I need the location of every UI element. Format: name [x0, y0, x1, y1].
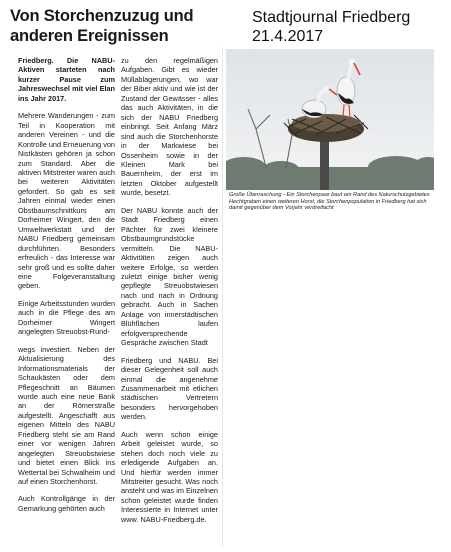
article-paragraph: Mehrere Wanderungen - zum Teil in Kooperation mit anderen Vereinen - und die Kontrolle und Erneuerung von Nistkästen gehören ja schon zum Standard. Aber die aktiven Mitstreiter waren auch bei weiteren Aktivitäten gefordert. So gab es seit Jahren einmal wieder einen Obstbaumschnittkurs am Dorheimer Wingert, den die Umweltwerkstatt und der NABU Friedberg gemeinsam durchführten. Besonders erfreulich - das Interesse war sehr groß und es sollte daher eine Folgeveranstaltung geben.	[18, 111, 115, 291]
article-paragraph: Der NABU konnte auch der Stadt Friedberg einen Pächter für zwei kleinere Obstbaumgrundstücke vermitteln. Die NABU-Aktivitäten zeigen auch weitere Erfolge, so werden zuletzt einige bisher wenig gepflegte Streuobstwiesen nach und nach in Ordnung gebracht. Auch in Sachen Anlage von innerstädtischen Blühflächen laufen erfolgversprechende Gespräche zwischen Stadt	[121, 205, 218, 348]
nest-pole	[320, 139, 329, 190]
article-paragraph: wegs investiert. Neben der Aktualisierung des Informationsmaterials der Schaukästen oder dem Pflegeschnitt an Bäumen wurde auch eine neue Bank an der Römerstraße aufgestellt. Angeschafft aus eigenen Mitteln des NABU Friedberg steht sie am Rand einer vor wenigen Jahren angelegten Streuobstwiese und bietet einen Blick ins Wettertal bei Schwalheim und auf einen Storchenhorst.	[18, 344, 115, 487]
article-paragraph: zu den regelmäßigen Aufgaben. Gibt es wieder Müllablagerungen, wo war der Biber aktiv und wie ist der Zustand der Gewässer - alles das auch Aktivitäten, in die sich der NABU Friedberg einbringt. Seit Anfang März sind auch die Storchenhorste in der Markwiese bei Ossenheim sowie in der Kleinen Mark bei Bauernheim, der erst im letzten Oktober aufgestellt wurde, besetzt.	[121, 56, 218, 198]
article-headline: Von Storchenzuzug und anderen Ereignissen	[10, 7, 194, 45]
article-paragraph: Auch Kontrollgänge in der Gemarkung gehörten auch	[18, 494, 115, 513]
source-label	[252, 8, 442, 46]
article-paragraph: Einige Arbeitsstunden wurden auch in die Pflege des am Dorheimer Wingert angelegten Streuobst-Rund-	[18, 298, 115, 337]
stork-nest-illustration	[226, 49, 434, 190]
stork-nest-photo	[226, 49, 434, 190]
photo-caption: Große Überraschung - Ein Storchenpaar baut am Rand des Naturschutzgebietes Hechtgraben einen weiteren Horst, die Storchenpopulation in Friedberg hat sich damit gegenüber dem Vorjahr verdreifacht	[229, 192, 430, 212]
article-column-1	[18, 56, 115, 548]
source-date: 21.4.2017	[252, 28, 324, 45]
article-column-2	[121, 56, 218, 548]
article-paragraph: Auch wenn schon einige Arbeit geleistet wurde, so stehen doch noch viele zu erledigende Aufgaben an. Und hierfür werden immer Mitstreiter gesucht. Was noch ansteht und was im Einzelnen schon geleistet wurde finden Interessierte in Internet unter www. NABU-Friedberg.de.	[121, 429, 218, 524]
source-name: Stadtjournal Friedberg	[252, 9, 411, 26]
article-lead: Friedberg. Die NABU-Aktiven starteten nach kurzer Pause zum Jahreswechsel mit viel Elan ins Jahr 2017.	[18, 56, 115, 103]
article-paragraph: Friedberg und NABU. Bei dieser Gelegenheit soll auch einmal die angenehme Zusammenarbeit mit etlichen städtischen Vertretern besonders hervorgehoben werden.	[121, 355, 218, 422]
